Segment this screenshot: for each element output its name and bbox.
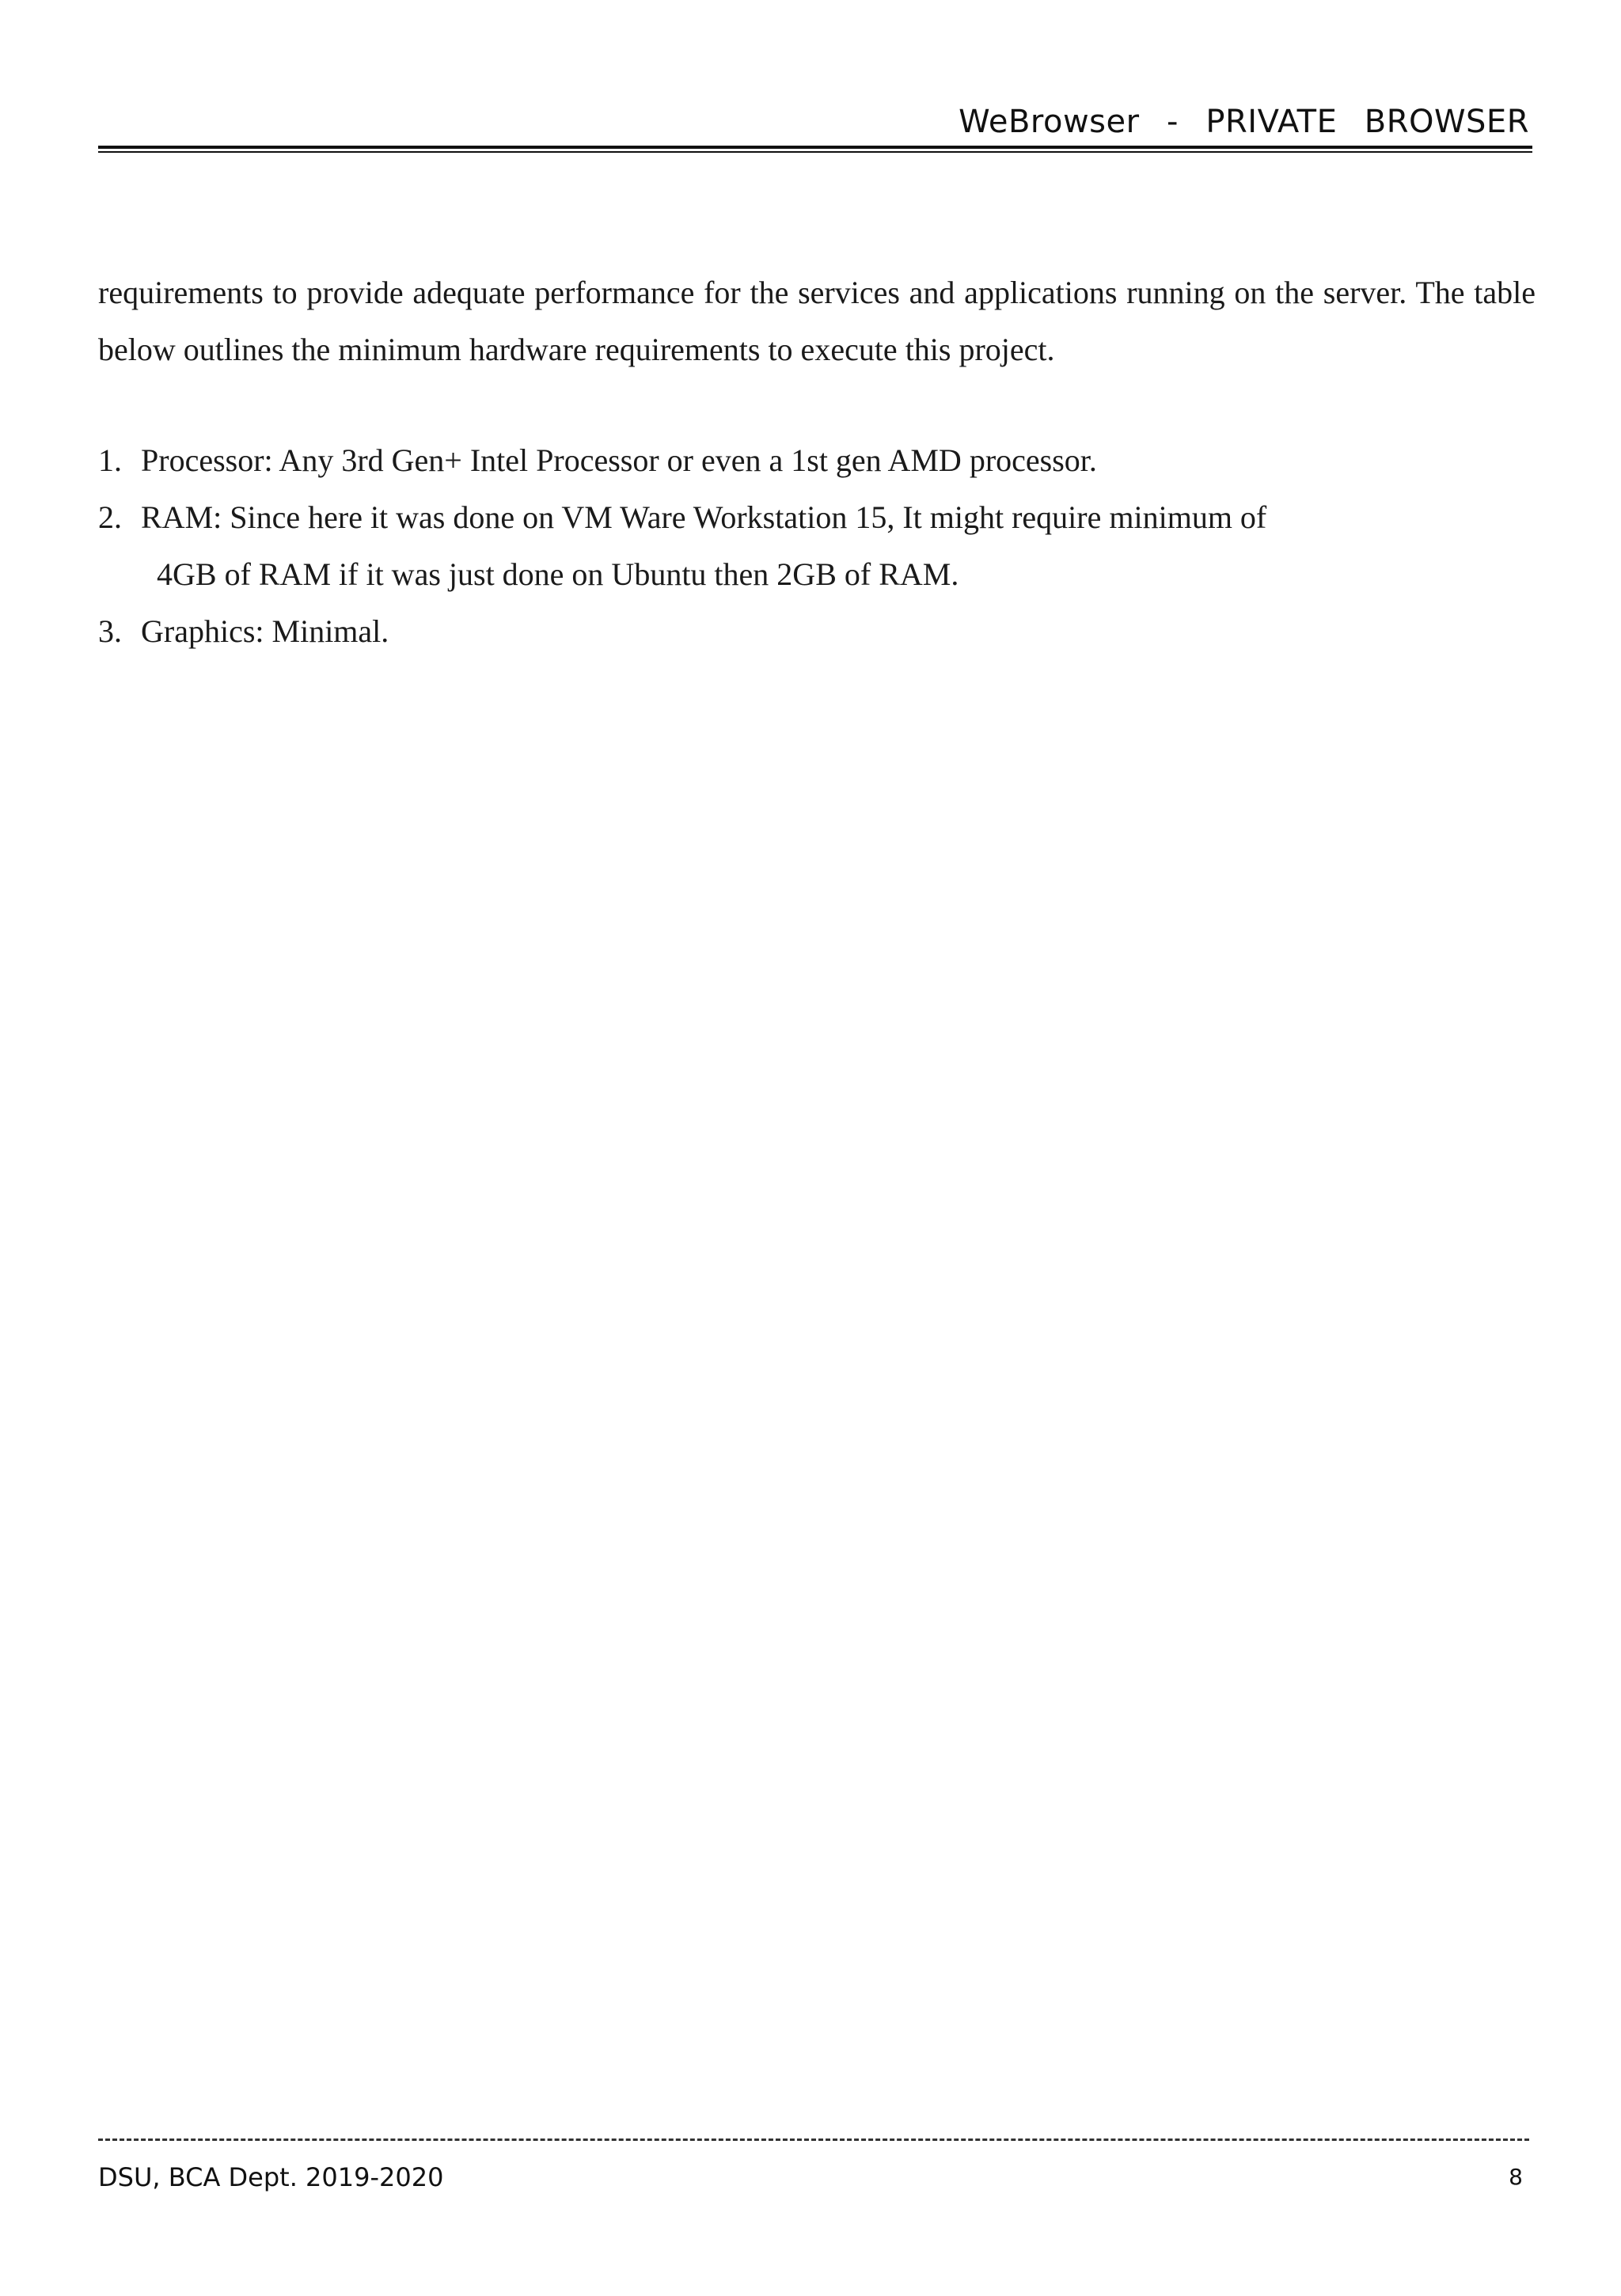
page-number: 8 <box>1509 2164 1523 2190</box>
list-item-text <box>141 489 1536 603</box>
body-paragraph: requirements to provide adequate performance for the services and applications running on the server. The table below outlines the minimum hardware requirements to execute this project. <box>98 275 1536 367</box>
list-item-text <box>141 432 1536 489</box>
header-title: WeBrowser - PRIVATE BROWSER <box>959 104 1529 140</box>
list-item-continuation: 4GB of RAM if it was just done on Ubuntu then 2GB of RAM. <box>157 556 959 592</box>
page-content <box>98 264 1536 660</box>
list-item-line: Graphics: Minimal. <box>141 613 389 649</box>
list-item <box>98 603 1536 660</box>
header-rule-thin <box>98 151 1532 153</box>
list-item-line: RAM: Since here it was done on VM Ware Workstation 15, It might require minimum of <box>141 499 1267 535</box>
page-footer <box>98 2139 1529 2193</box>
list-item <box>98 489 1536 603</box>
page-header <box>98 100 1532 153</box>
list-item-number: 1. <box>98 442 122 478</box>
list-item-number: 2. <box>98 499 122 535</box>
footer-row <box>98 2161 1529 2193</box>
hardware-requirements-list <box>98 432 1536 660</box>
footer-department: DSU, BCA Dept. 2019-2020 <box>98 2162 444 2192</box>
header-rule-thick <box>98 146 1532 149</box>
list-item-text <box>141 603 1536 660</box>
footer-dashed-rule <box>98 2139 1529 2141</box>
list-item-line: Processor: Any 3rd Gen+ Intel Processor or even a 1st gen AMD processor. <box>141 442 1097 478</box>
list-item <box>98 432 1536 489</box>
list-item-number: 3. <box>98 613 122 649</box>
